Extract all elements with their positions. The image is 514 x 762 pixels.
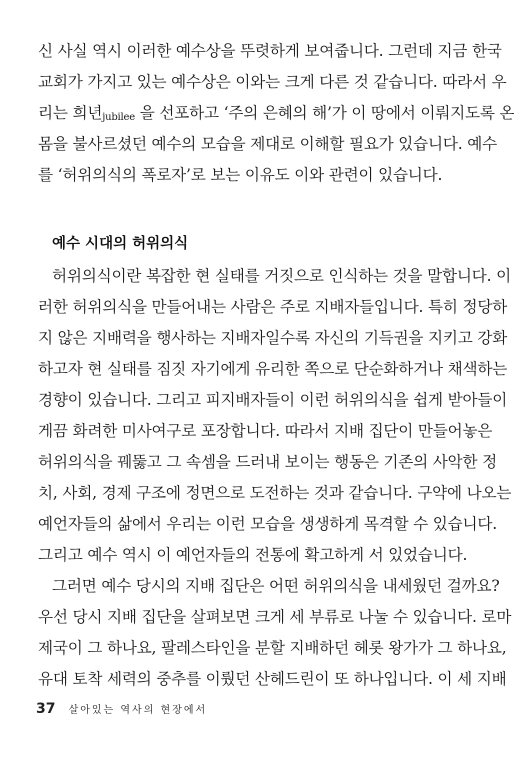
body-text-line: 게끔 화려한 미사여구로 포장합니다. 따라서 지배 집단이 만들어놓은: [38, 422, 493, 440]
body-text-line: 우선 당시 지배 집단을 살펴보면 크게 세 부류로 나눌 수 있습니다. 로마: [38, 608, 512, 626]
body-text-line: 예언자들의 삶에서 우리는 이런 모습을 생생하게 목격할 수 있습니다.: [38, 515, 497, 533]
body-text-line: 그러면 예수 당시의 지배 집단은 어떤 허위의식을 내세웠던 걸까요?: [52, 577, 500, 595]
body-text-line: 허위의식을 꿰뚫고 그 속셈을 드러내 보이는 행동은 기존의 사악한 정: [38, 453, 497, 471]
body-text-line: 교회가 가지고 있는 예수상은 이와는 크게 다른 것 같습니다. 따라서 우: [38, 73, 507, 91]
page-footer: [36, 698, 207, 716]
body-text-fragment: 을 선포하고 ‘주의 은혜의 해’가 이 땅에서 이뤄지도록 온: [135, 104, 514, 122]
body-text-line: 하고자 현 실태를 짐짓 자기에게 유리한 쪽으로 단순화하거나 채색하는: [38, 360, 508, 378]
page-number: 37: [36, 701, 56, 717]
body-text-line: 허위의식이란 복잡한 현 실태를 거짓으로 인식하는 것을 말합니다. 이: [52, 267, 511, 285]
body-text-line: 를 ‘허위의식의 폭로자’로 보는 이유도 이와 관련이 있습니다.: [38, 166, 443, 184]
body-text-line: 러한 허위의식을 만들어내는 사람은 주로 지배자들입니다. 특히 정당하: [38, 298, 508, 316]
body-text-fragment: 리는 희년: [38, 104, 103, 122]
body-text-line: 제국이 그 하나요, 팔레스타인을 분할 지배하던 헤롯 왕가가 그 하나요,: [38, 639, 507, 657]
running-title: 살아있는 역사의 현장에서: [68, 705, 208, 716]
body-text-line: 경향이 있습니다. 그리고 피지배자들이 이런 허위의식을 쉽게 받아들이: [38, 391, 508, 409]
body-text-line: 유대 토착 세력의 중추를 이뤘던 산헤드린이 또 하나입니다. 이 세 지배: [38, 670, 507, 688]
body-text-line: 몸을 불사르셨던 예수의 모습을 제대로 이해할 필요가 있습니다. 예수: [38, 135, 497, 153]
body-text-line: 그리고 예수 역시 이 예언자들의 전통에 확고하게 서 있었습니다.: [38, 546, 468, 564]
body-text-line: 신 사실 역시 이러한 예수상을 뚜렷하게 보여줍니다. 그런데 지금 한국: [38, 42, 502, 60]
body-text-line: 지 않은 지배력을 행사하는 지배자일수록 자신의 기득권을 지키고 강화: [38, 329, 508, 347]
body-text-line: 치, 사회, 경제 구조에 정면으로 도전하는 것과 같습니다. 구약에 나오는: [38, 484, 512, 502]
body-text-line: [38, 102, 514, 124]
section-heading: 예수 시대의 허위의식: [52, 236, 189, 252]
jubilee-subscript: jubilee: [102, 112, 135, 123]
